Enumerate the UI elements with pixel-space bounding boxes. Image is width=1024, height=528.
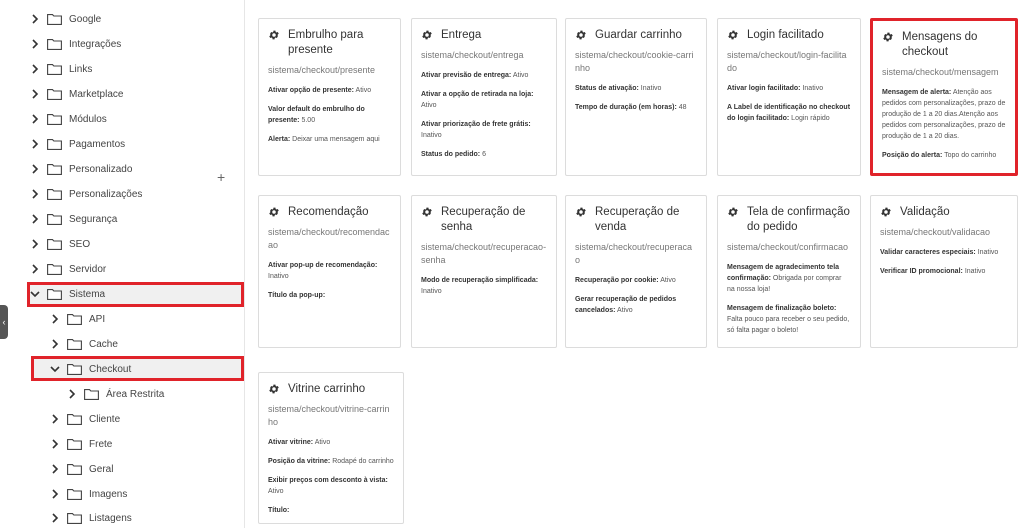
tree-item-label: Checkout	[89, 363, 132, 375]
card-field	[421, 70, 547, 81]
card-title-text: Vitrine carrinho	[288, 383, 366, 395]
card-field	[268, 437, 394, 448]
config-card[interactable]	[565, 18, 707, 176]
field-key: Mensagem de alerta:	[882, 89, 952, 96]
field-value: Ativo	[314, 439, 331, 446]
tree-item-listagens[interactable]	[49, 507, 132, 528]
tree-item-modulos[interactable]	[29, 108, 107, 130]
card-path: sistema/checkout/login-facilitado	[727, 50, 847, 73]
folder-icon	[47, 89, 62, 100]
card-title-text: Recuperação de venda	[595, 206, 680, 233]
chevron-right-icon[interactable]	[29, 13, 41, 25]
config-card[interactable]	[717, 18, 861, 176]
folder-icon	[67, 339, 82, 350]
field-value: Ativo	[421, 102, 437, 109]
field-key: Posição do alerta:	[882, 152, 943, 159]
card-field	[727, 262, 851, 295]
tree-item-label: Frete	[89, 438, 113, 450]
card-field	[268, 134, 391, 145]
tree-item-personalizado[interactable]	[29, 158, 132, 180]
chevron-right-icon[interactable]	[29, 38, 41, 50]
field-value: Inativo	[977, 249, 999, 256]
card-field	[268, 85, 391, 96]
folder-icon	[84, 389, 99, 400]
chevron-right-icon[interactable]	[29, 138, 41, 150]
folder-icon	[47, 164, 62, 175]
chevron-right-icon[interactable]	[49, 413, 61, 425]
card-field	[268, 505, 394, 516]
folder-icon	[47, 264, 62, 275]
card-path: sistema/checkout/confirmacao	[727, 242, 849, 252]
tree-item-label: Imagens	[89, 488, 128, 500]
chevron-right-icon[interactable]	[49, 488, 61, 500]
gear-icon	[575, 206, 587, 218]
chevron-right-icon[interactable]	[29, 213, 41, 225]
folder-icon	[47, 239, 62, 250]
card-title-text: Validação	[900, 206, 950, 218]
folder-icon	[47, 114, 62, 125]
gear-icon	[421, 206, 433, 218]
card-field	[421, 89, 547, 111]
card-path: sistema/checkout/vitrine-carrinho	[268, 404, 390, 427]
gear-icon	[268, 29, 280, 41]
field-value: Inativo	[268, 273, 289, 280]
tree-item-cliente[interactable]	[49, 408, 120, 430]
field-value: Rodapé do carrinho	[332, 458, 394, 465]
folder-icon	[47, 39, 62, 50]
field-key: Tempo de duração (em horas):	[575, 104, 677, 111]
tree-item-label: Pagamentos	[69, 138, 126, 150]
field-value: Inativo	[802, 85, 824, 92]
chevron-right-icon[interactable]	[49, 313, 61, 325]
card-path: sistema/checkout/recuperacao-senha	[421, 242, 547, 265]
chevron-right-icon[interactable]	[29, 63, 41, 75]
gear-icon	[268, 206, 280, 218]
field-key: Alerta:	[268, 136, 291, 143]
tree-item-frete[interactable]	[49, 433, 112, 455]
card-field	[575, 83, 697, 94]
field-key: Ativar pop-up de recomendação:	[268, 262, 378, 269]
card-field	[421, 149, 547, 160]
field-value: Ativo	[355, 87, 372, 94]
field-key: Recuperação por cookie:	[575, 277, 659, 284]
field-key: Verificar ID promocional:	[880, 268, 963, 275]
tree-item-label: Servidor	[69, 263, 107, 275]
field-value: Inativo	[640, 85, 662, 92]
card-field	[575, 294, 697, 316]
field-value: Inativo	[964, 268, 986, 275]
card-field	[268, 456, 394, 467]
card-title-text: Recomendação	[288, 206, 369, 218]
field-value: 48	[678, 104, 687, 111]
tree-item-label: Personalizado	[69, 163, 133, 175]
folder-icon	[67, 464, 82, 475]
card-title	[268, 382, 394, 397]
folder-icon	[47, 189, 62, 200]
field-key: Mensagem de finalização boleto:	[727, 305, 837, 312]
field-key: Ativar a opção de retirada na loja:	[421, 91, 534, 98]
config-card[interactable]	[565, 195, 707, 348]
field-key: Ativar opção de presente:	[268, 87, 354, 94]
folder-icon	[67, 489, 82, 500]
tree-item-integracoes[interactable]	[29, 33, 121, 55]
config-card[interactable]	[411, 195, 557, 348]
card-title-text: Tela de confirmação do pedido	[747, 206, 850, 233]
tree-item-label: Links	[69, 63, 93, 75]
tree-item-geral[interactable]	[49, 458, 113, 480]
tree-item-marketplace[interactable]	[29, 83, 123, 105]
card-path: sistema/checkout/mensagem	[882, 67, 999, 77]
field-key: Ativar priorização de frete grátis:	[421, 121, 531, 128]
card-title-text: Mensagens do checkout	[902, 31, 978, 58]
field-key: Posição da vitrine:	[268, 458, 331, 465]
card-path: sistema/checkout/validacao	[880, 227, 991, 237]
folder-icon	[67, 439, 82, 450]
folder-icon	[47, 214, 62, 225]
field-value: 6	[482, 151, 486, 158]
card-field	[268, 475, 394, 497]
tree-item-label: Cliente	[89, 413, 121, 425]
tree-item-label: Cache	[89, 338, 118, 350]
field-value: Inativo	[421, 288, 442, 295]
tree-item-label: Marketplace	[69, 88, 124, 100]
tree-item-links[interactable]	[29, 58, 92, 80]
field-key: Status de ativação:	[575, 85, 639, 92]
card-path: sistema/checkout/entrega	[421, 50, 524, 60]
field-value: Ativo	[660, 277, 676, 284]
folder-icon	[47, 14, 62, 25]
field-key: Status do pedido:	[421, 151, 481, 158]
tree-item-label: Integrações	[69, 38, 122, 50]
tree-item-label: Personalizações	[69, 188, 143, 200]
card-title-text: Guardar carrinho	[595, 29, 682, 41]
field-key: Ativar login facilitado:	[727, 85, 801, 92]
gear-icon	[727, 29, 739, 41]
card-field	[268, 260, 391, 282]
field-key: Valor default do embrulho do presente:	[268, 106, 365, 124]
config-card[interactable]	[411, 18, 557, 176]
tree-item-personalizacoes[interactable]	[29, 183, 142, 205]
card-title	[421, 205, 547, 235]
field-key: Mensagem de agradecimento tela confirmação:	[727, 264, 840, 282]
field-key: Ativar vitrine:	[268, 439, 314, 446]
config-card[interactable]	[258, 372, 404, 524]
config-card[interactable]	[870, 195, 1018, 348]
card-field	[268, 104, 391, 126]
field-value: 5.00	[301, 117, 316, 124]
gear-icon	[421, 29, 433, 41]
card-field	[882, 150, 1006, 161]
card-path: sistema/checkout/presente	[268, 65, 376, 75]
field-value: Ativo	[268, 488, 284, 495]
card-field	[421, 119, 547, 141]
card-field	[575, 275, 697, 286]
chevron-down-icon[interactable]	[29, 288, 41, 300]
gear-icon	[882, 31, 894, 43]
tree-item-pagamentos[interactable]	[29, 133, 125, 155]
field-key: A Label de identificação no checkout do login facilitado:	[727, 104, 851, 122]
chevron-right-icon[interactable]	[29, 113, 41, 125]
card-title	[727, 205, 851, 235]
collapse-sidebar-button[interactable]: ‹	[0, 305, 8, 339]
tree-item-label: Google	[69, 13, 102, 25]
folder-icon	[47, 139, 62, 150]
chevron-right-icon[interactable]	[29, 163, 41, 175]
chevron-right-icon[interactable]	[49, 512, 61, 524]
folder-icon	[47, 64, 62, 75]
sidebar-tree	[0, 0, 245, 528]
field-value: Inativo	[421, 132, 442, 139]
card-title	[268, 205, 391, 220]
card-field	[421, 275, 547, 297]
tree-item-sistema[interactable]	[29, 283, 105, 305]
card-field	[727, 83, 851, 94]
field-key: Exibir preços com desconto à vista:	[268, 477, 388, 484]
card-field	[880, 247, 1008, 258]
card-field	[882, 87, 1006, 142]
tree-item-label: Área Restrita	[106, 388, 165, 400]
tree-item-imagens[interactable]	[49, 483, 127, 505]
chevron-down-icon[interactable]	[49, 363, 61, 375]
field-key: Título da pop-up:	[268, 292, 326, 299]
card-path: sistema/checkout/recomendacao	[268, 227, 390, 250]
card-title	[421, 28, 547, 43]
add-icon[interactable]: +	[217, 169, 226, 185]
field-key: Modo de recuperação simplificada:	[421, 277, 539, 284]
card-path: sistema/checkout/cookie-carrinho	[575, 50, 694, 73]
chevron-right-icon[interactable]	[29, 238, 41, 250]
card-title-text: Recuperação de senha	[441, 206, 526, 233]
chevron-right-icon[interactable]	[49, 338, 61, 350]
chevron-right-icon[interactable]	[29, 263, 41, 275]
tree-item-google[interactable]	[29, 8, 101, 30]
field-value: Obrigada por comprar na nossa loja!	[727, 275, 842, 293]
config-card[interactable]	[258, 195, 401, 348]
card-field	[575, 102, 697, 113]
tree-item-label: API	[89, 313, 106, 325]
field-key: Gerar recuperação de pedidos cancelados:	[575, 296, 677, 314]
gear-icon	[727, 206, 739, 218]
tree-item-api[interactable]	[49, 308, 105, 330]
chevron-right-icon[interactable]	[29, 188, 41, 200]
tree-item-label: Segurança	[69, 213, 118, 225]
field-value: Deixar uma mensagem aqui	[292, 136, 380, 143]
folder-icon	[67, 513, 82, 524]
field-key: Validar caracteres especiais:	[880, 249, 976, 256]
folder-icon	[47, 289, 62, 300]
field-value: Topo do carrinho	[944, 152, 997, 159]
card-field	[880, 266, 1008, 277]
folder-icon	[67, 364, 82, 375]
card-title	[880, 205, 1008, 220]
card-title	[268, 28, 391, 58]
card-field	[727, 303, 851, 336]
tree-item-label: Listagens	[89, 512, 132, 524]
folder-icon	[67, 314, 82, 325]
tree-item-label: SEO	[69, 238, 91, 250]
card-field	[727, 102, 851, 124]
card-title-text: Login facilitado	[747, 29, 824, 41]
chevron-right-icon[interactable]	[49, 438, 61, 450]
card-title	[882, 30, 1006, 60]
folder-icon	[67, 414, 82, 425]
config-card[interactable]	[870, 18, 1018, 176]
card-title	[727, 28, 851, 43]
card-path: sistema/checkout/recuperacao	[575, 242, 693, 265]
gear-icon	[880, 206, 892, 218]
field-value: Ativo	[617, 307, 633, 314]
tree-item-label: Geral	[89, 463, 114, 475]
card-title-text: Entrega	[441, 29, 482, 41]
tree-item-seo[interactable]	[29, 233, 90, 255]
tree-item-label: Sistema	[69, 288, 106, 300]
chevron-right-icon[interactable]	[29, 88, 41, 100]
tree-item-cache[interactable]	[49, 333, 118, 355]
tree-item-servidor[interactable]	[29, 258, 106, 280]
card-title	[575, 28, 697, 43]
field-value: Ativo	[512, 72, 529, 79]
gear-icon	[575, 29, 587, 41]
gear-icon	[268, 383, 280, 395]
config-card[interactable]	[717, 195, 861, 348]
tree-item-checkout[interactable]	[49, 358, 131, 380]
field-value: Login rápido	[791, 115, 830, 122]
config-card[interactable]	[258, 18, 401, 176]
field-key: Título:	[268, 507, 290, 514]
chevron-right-icon[interactable]	[66, 388, 78, 400]
tree-item-label: Módulos	[69, 113, 107, 125]
card-title-text: Embrulho para presente	[288, 29, 364, 56]
card-field	[268, 290, 391, 301]
field-value: Falta pouco para receber o seu pedido, só falta pagar o boleto!	[727, 316, 850, 334]
field-value: Atenção aos pedidos com personalizações, prazo de produção de 1 a 20 dias.Atenção aos pedidos com personalizações, prazo de produção de 1 a 20 dias.	[882, 89, 1006, 140]
tree-item-area-restrita[interactable]	[66, 383, 164, 405]
chevron-right-icon[interactable]	[49, 463, 61, 475]
tree-item-seguranca[interactable]	[29, 208, 117, 230]
field-key: Ativar previsão de entrega:	[421, 72, 512, 79]
card-title	[575, 205, 697, 235]
